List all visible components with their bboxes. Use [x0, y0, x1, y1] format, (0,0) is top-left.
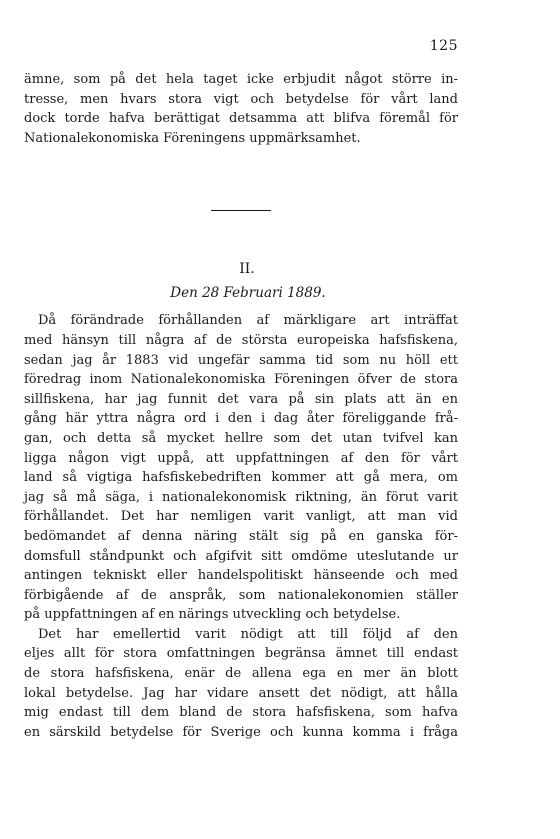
text-line: med hänsyn till några af de största europeiska hafsfiskena,	[24, 332, 458, 348]
section-number: II.	[239, 261, 255, 278]
text-line: förbigående af de anspråk, som nationalekonomien ställer	[24, 587, 458, 603]
text-line: eljes allt för stora omfattningen begränsa ämnet till endast	[24, 646, 458, 662]
text-line: de stora hafsfiskena, enär de allena ega en mer än blott	[24, 666, 458, 682]
text-line: Då förändrade förhållanden af märkligare art inträffat	[38, 313, 458, 329]
text-line: domsfull ståndpunkt och afgifvit sitt omdöme uteslutande ur	[24, 548, 458, 564]
page-number: 125	[429, 38, 458, 54]
text-line: jag så må säga, i nationalekonomisk riktning, än förut varit	[24, 489, 458, 505]
text-line: bedömandet af denna näring stält sig på en ganska för-	[24, 528, 458, 544]
text-line: ämne, som på det hela taget icke erbjudit något större in-	[24, 72, 458, 87]
text-line: gång här yttra några ord i den i dag åter föreliggande frå-	[24, 411, 458, 427]
text-line: förhållandet. Det har nemligen varit vanligt, att man vid	[24, 509, 458, 525]
section-divider	[211, 210, 271, 211]
text-line: på uppfattningen af en närings utveckling och betydelse.	[24, 607, 401, 623]
text-line: gan, och detta så mycket hellre som det utan tvifvel kan	[24, 430, 458, 446]
body-paragraph-2	[24, 625, 458, 743]
text-line: land så vigtiga hafsfiskebedriften kommer att gå mera, om	[24, 470, 458, 486]
body-paragraph-1	[24, 311, 458, 625]
text-line: Det har emellertid varit nödigt att till följd af den	[38, 626, 458, 642]
text-line: sedan jag år 1883 vid ungefär samma tid som nu höll ett	[24, 352, 458, 368]
text-line: dock torde hafva berättigat detsamma att blifva föremål för	[24, 111, 458, 127]
text-line: sillfiskena, har jag funnit det vara på sin plats att än en	[24, 391, 458, 407]
text-line: en särskild betydelse för Sverige och kunna komma i fråga	[24, 724, 458, 740]
intro-paragraph	[24, 70, 458, 148]
text-line: mig endast till dem bland de stora hafsfiskena, som hafva	[24, 705, 458, 721]
section-date: Den 28 Februari 1889.	[170, 285, 326, 302]
text-line: tresse, men hvars stora vigt och betydelse för vårt land	[24, 91, 458, 107]
text-line: antingen tekniskt eller handelspolitiskt hänseende och med	[24, 568, 458, 584]
text-line: lokal betydelse. Jag har vidare ansett det nödigt, att hålla	[24, 685, 458, 701]
text-line: ligga någon vigt uppå, att uppfattningen af den för vårt	[24, 450, 458, 466]
text-line: föredrag inom Nationalekonomiska Föreningen öfver de stora	[24, 372, 458, 388]
book-page	[24, 36, 458, 742]
text-line: Nationalekonomiska Föreningens uppmärksamhet.	[24, 130, 361, 146]
